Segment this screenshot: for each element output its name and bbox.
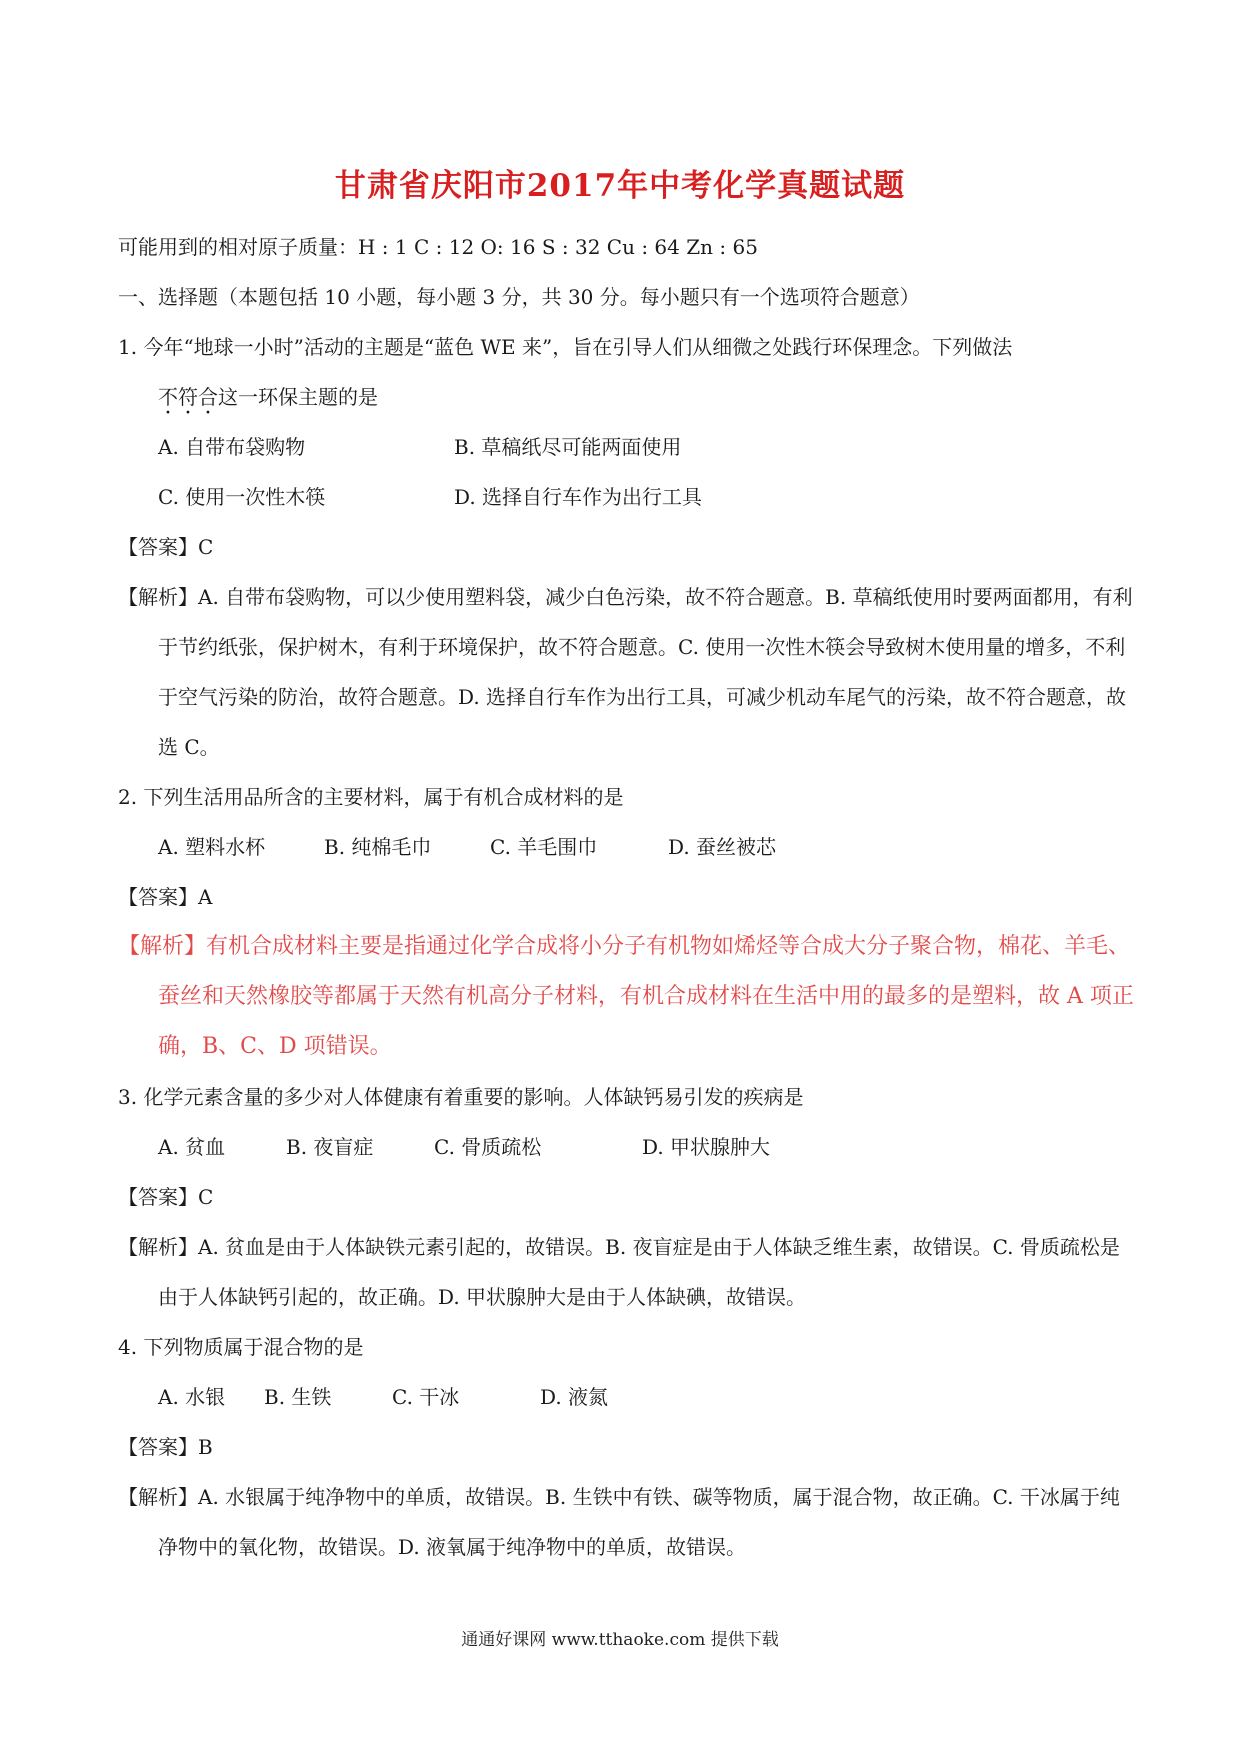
q1-option-d: D. 选择自行车作为出行工具: [454, 485, 703, 509]
emphasis-char: 合: [198, 385, 218, 409]
q4-answer: 【答案】B: [118, 1435, 213, 1459]
section-heading: 一、选择题（本题包括 10 小题，每小题 3 分，共 30 分。每小题只有一个选项符合题意）: [118, 285, 920, 309]
page-footer: 通通好课网 www.tthaoke.com 提供下载: [461, 1630, 779, 1650]
q3-stem: 3. 化学元素含量的多少对人体健康有着重要的影响。人体缺钙易引发的疾病是: [118, 1085, 804, 1109]
document-body: [118, 222, 1138, 1572]
document-title: 甘肃省庆阳市2017年中考化学真题试题: [334, 168, 906, 204]
q2-option-d: D. 蚕丝被芯: [668, 835, 777, 859]
q3-answer: 【答案】C: [118, 1185, 214, 1209]
q3-option-c: C. 骨质疏松: [434, 1135, 542, 1159]
q3-option-a: A. 贫血: [158, 1135, 226, 1159]
q4-option-d: D. 液氮: [540, 1385, 609, 1409]
q3-option-b: B. 夜盲症: [286, 1135, 374, 1159]
q1-stem-line1: 1. 今年“地球一小时”活动的主题是“蓝色 WE 来”，旨在引导人们从细微之处践行环保理念。下列做法: [118, 335, 1013, 359]
q1-option-c: C. 使用一次性木筷: [158, 485, 326, 509]
emphasis-char: 符: [178, 385, 198, 409]
q3-option-d: D. 甲状腺肿大: [642, 1135, 771, 1159]
q2-answer: 【答案】A: [118, 885, 213, 909]
q2-option-b: B. 纯棉毛巾: [324, 835, 432, 859]
q2-analysis: 【解析】有机合成材料主要是指通过化学合成将小分子有机物如烯烃等合成大分子聚合物，棉花、羊毛、蚕丝和天然橡胶等都属于天然有机高分子材料，有机合成材料在生活中用的最多的是塑料，故 A 项正确，B、C、D 项错误。: [118, 934, 1134, 1059]
q4-stem: 4. 下列物质属于混合物的是: [118, 1335, 364, 1359]
q2-option-c: C. 羊毛围巾: [490, 835, 598, 859]
q1-stem-line2: [118, 372, 1138, 422]
q1-option-b: B. 草稿纸尽可能两面使用: [454, 435, 682, 459]
emphasis-char: 不: [158, 385, 178, 409]
q2-stem: 2. 下列生活用品所含的主要材料，属于有机合成材料的是: [118, 785, 624, 809]
q4-option-b: B. 生铁: [264, 1385, 332, 1409]
q4-option-c: C. 干冰: [392, 1385, 460, 1409]
q1-stem-rest: 这一环保主题的是: [218, 385, 378, 409]
q4-options: [118, 1372, 1138, 1422]
atomic-mass-line: 可能用到的相对原子质量：H : 1 C : 12 O: 16 S : 32 Cu : 64 Zn : 65: [118, 235, 758, 259]
q1-option-a: A. 自带布袋购物: [158, 435, 306, 459]
q2-options: [118, 822, 1138, 872]
q3-options: [118, 1122, 1138, 1172]
q1-answer: 【答案】C: [118, 535, 214, 559]
q1-analysis: 【解析】A. 自带布袋购物，可以少使用塑料袋，减少白色污染，故不符合题意。B. 草稿纸使用时要两面都用，有利于节约纸张，保护树木，有利于环境保护，故不符合题意。C. 使用一次性木筷会导致树木使用量的增多，不利于空气污染的防治，故符合题意。D. 选择自行车作为出行工具，可减少机动车尾气的污染，故不符合题意，故选 C。: [118, 585, 1133, 759]
q2-option-a: A. 塑料水杯: [158, 835, 266, 859]
q4-option-a: A. 水银: [158, 1385, 226, 1409]
q1-options-row2: [118, 472, 1138, 522]
q3-analysis: 【解析】A. 贫血是由于人体缺铁元素引起的，故错误。B. 夜盲症是由于人体缺乏维生素，故错误。C. 骨质疏松是由于人体缺钙引起的，故正确。D. 甲状腺肿大是由于人体缺碘，故错误。: [118, 1235, 1120, 1309]
q1-options-row1: [118, 422, 1138, 472]
q4-analysis: 【解析】A. 水银属于纯净物中的单质，故错误。B. 生铁中有铁、碳等物质，属于混合物，故正确。C. 干冰属于纯净物中的氧化物，故错误。D. 液氧属于纯净物中的单质，故错误。: [118, 1485, 1120, 1559]
